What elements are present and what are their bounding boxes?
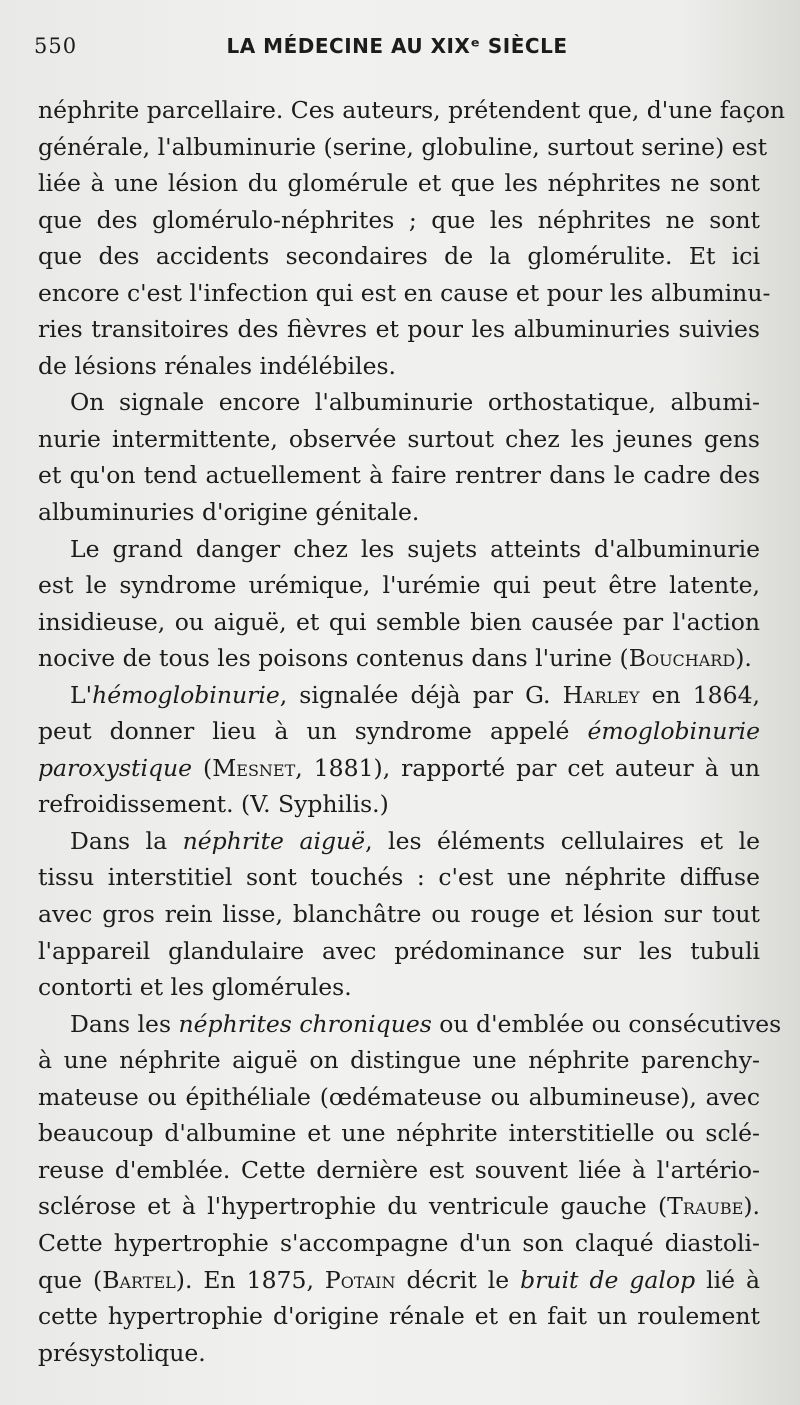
text-segment: Le grand danger chez les sujets atteints d'albuminurie <box>70 534 760 563</box>
page-header <box>34 30 760 64</box>
text-line <box>38 531 760 568</box>
page-number: 550 <box>34 34 78 58</box>
text-line <box>38 896 760 933</box>
author-name: Bouchard <box>628 644 736 673</box>
text-segment: de lésions rénales indélébiles. <box>38 351 397 380</box>
text-line <box>38 604 760 641</box>
text-segment: insidieuse, ou aiguë, et qui semble bien causée par l'action <box>38 607 760 636</box>
text-line <box>38 494 760 531</box>
text-line <box>38 567 760 604</box>
text-segment: que des accidents secondaires de la glomérulite. Et ici <box>38 242 760 271</box>
text-segment: que ( <box>38 1265 103 1294</box>
text-segment: , 1881), rapporté par cet auteur à un <box>295 753 760 782</box>
text-segment: nocive de tous les poisons contenus dans l'urine ( <box>38 644 629 673</box>
text-line <box>38 1079 760 1116</box>
text-line <box>38 933 760 970</box>
text-line <box>38 1152 760 1189</box>
text-segment: Dans les <box>70 1009 179 1038</box>
text-segment: tissu interstitiel sont touchés : c'est une néphrite diffuse <box>38 863 760 892</box>
text-segment: ( <box>192 753 213 782</box>
text-line <box>38 348 760 385</box>
text-line <box>38 1262 760 1299</box>
author-name: Mesnet <box>212 753 296 782</box>
text-line <box>38 275 771 312</box>
text-line <box>38 713 760 750</box>
text-segment: générale, l'albuminurie (serine, globuline, surtout serine) est <box>38 132 768 161</box>
text-segment: mateuse ou épithéliale (œdémateuse ou albumineuse), avec <box>38 1082 760 1111</box>
text-segment: présystolique. <box>38 1338 206 1367</box>
text-segment: , les éléments cellulaires et le <box>365 826 761 855</box>
author-name: Traube <box>667 1192 744 1221</box>
text-segment: lié à <box>695 1265 760 1294</box>
text-segment: ). En 1875, <box>175 1265 325 1294</box>
text-line <box>38 1188 760 1225</box>
text-segment: encore c'est l'infection qui est en cause et pour les albuminu- <box>38 278 771 307</box>
text-line <box>38 165 760 202</box>
text-line <box>38 969 760 1006</box>
text-segment: L' <box>70 680 93 709</box>
text-segment: beaucoup d'albumine et une néphrite interstitielle ou sclé- <box>38 1119 760 1148</box>
italic-term: émoglobinurie <box>587 717 760 746</box>
text-segment: reuse d'emblée. Cette dernière est souvent liée à l'artério- <box>38 1155 760 1184</box>
text-line <box>38 129 768 166</box>
text-segment: en 1864, <box>639 680 760 709</box>
text-line <box>38 1298 760 1335</box>
text-segment: cette hypertrophie d'origine rénale et en fait un roulement <box>38 1302 760 1331</box>
text-segment: ou d'emblée ou consécutives <box>431 1009 782 1038</box>
text-segment: est le syndrome urémique, l'urémie qui peut être latente, <box>38 571 760 600</box>
text-line <box>38 92 786 129</box>
text-line <box>38 640 760 677</box>
text-segment: néphrite parcellaire. Ces auteurs, prétendent que, d'une façon <box>38 96 786 124</box>
author-name: Harley <box>562 680 640 709</box>
text-segment: On signale encore l'albuminurie orthostatique, albumi- <box>70 388 760 417</box>
italic-term: bruit de galop <box>520 1265 696 1294</box>
text-segment: que des glomérulo-néphrites ; que les néphrites ne sont <box>38 205 760 234</box>
text-segment: ries transitoires des fièvres et pour les albuminuries suivies <box>38 315 760 344</box>
text-segment: peut donner lieu à un syndrome appelé <box>38 717 588 746</box>
text-segment: décrit le <box>395 1265 521 1294</box>
text-segment: avec gros rein lisse, blanchâtre ou rouge et lésion sur tout <box>38 900 760 929</box>
running-title: LA MÉDECINE AU XIXᵉ SIÈCLE <box>226 34 568 58</box>
body-text <box>38 92 786 1371</box>
text-line <box>38 457 760 494</box>
text-segment: liée à une lésion du glomérule et que les néphrites ne sont <box>38 169 760 198</box>
text-line <box>38 1335 760 1372</box>
text-line <box>38 1006 782 1043</box>
text-segment: nurie intermittente, observée surtout chez les jeunes gens <box>38 424 760 453</box>
text-segment: ). <box>743 1192 760 1221</box>
text-segment: Cette hypertrophie s'accompagne d'un son claqué diastoli- <box>38 1228 760 1257</box>
text-line <box>38 786 760 823</box>
text-segment: l'appareil glandulaire avec prédominance sur les tubuli <box>38 936 760 965</box>
italic-term: néphrites chroniques <box>178 1009 432 1038</box>
text-line <box>38 421 760 458</box>
text-segment: sclérose et à l'hypertrophie du ventricule gauche ( <box>38 1192 668 1221</box>
italic-term: hémoglobinurie <box>92 680 280 709</box>
italic-term: néphrite aiguë <box>182 826 366 855</box>
author-name: Potain <box>324 1265 396 1294</box>
text-segment: Dans la <box>70 826 183 855</box>
text-line <box>38 384 760 421</box>
text-line <box>38 238 760 275</box>
text-segment: albuminuries d'origine génitale. <box>38 498 420 527</box>
text-segment: ). <box>735 644 752 673</box>
italic-term: paroxystique <box>38 753 193 782</box>
text-line <box>38 1042 760 1079</box>
text-line <box>38 859 760 896</box>
text-line <box>38 750 760 787</box>
text-segment: et qu'on tend actuellement à faire rentrer dans le cadre des <box>38 461 760 490</box>
text-line <box>38 1115 760 1152</box>
text-segment: à une néphrite aiguë on distingue une néphrite parenchy- <box>38 1046 760 1075</box>
text-segment: refroidissement. (V. Syphilis.) <box>38 790 389 819</box>
text-line <box>38 823 760 860</box>
author-name: Bartel <box>102 1265 176 1294</box>
text-line <box>38 202 760 239</box>
text-line <box>38 677 760 714</box>
text-segment: , signalée déjà par G. <box>279 680 563 709</box>
text-line <box>38 311 760 348</box>
text-segment: contorti et les glomérules. <box>38 973 352 1002</box>
text-line <box>38 1225 760 1262</box>
